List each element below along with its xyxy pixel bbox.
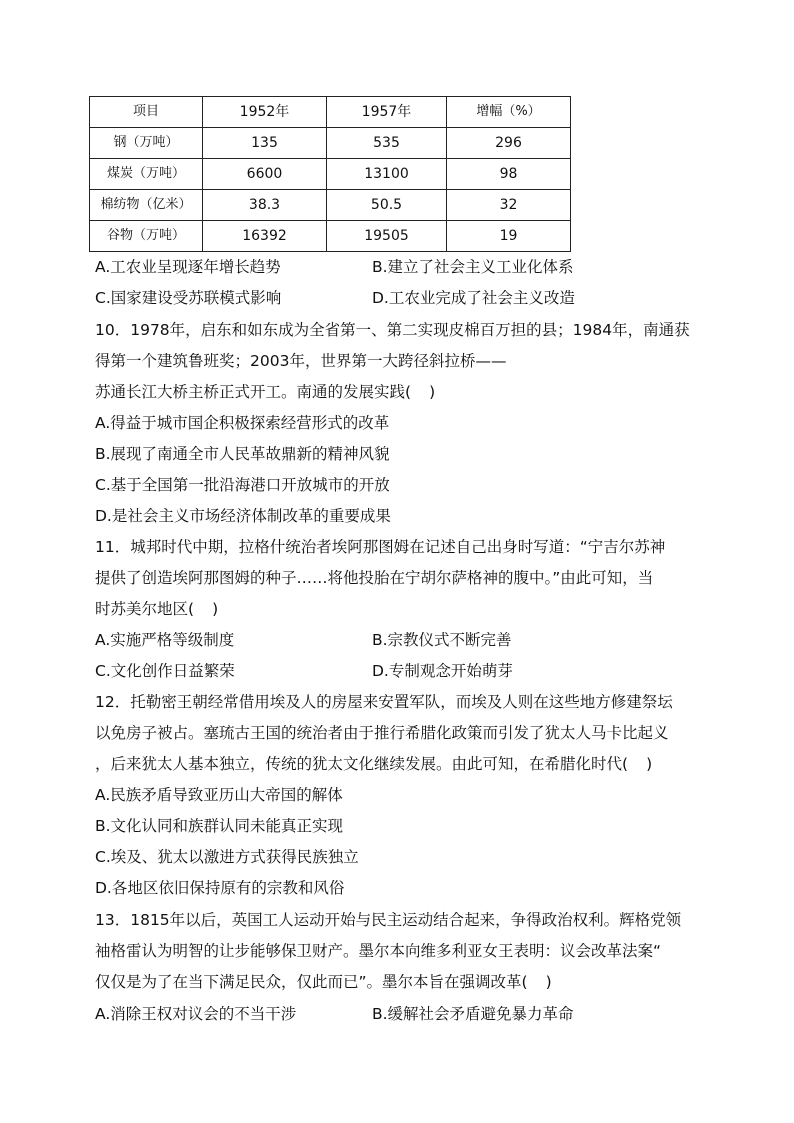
q11-stem-line: 提供了创造埃阿那图姆的种子……将他投胎在宁胡尔萨格神的腹中。”由此可知，当 (95, 569, 654, 587)
q10-option-d: D.是社会主义市场经济体制改革的重要成果 (95, 507, 391, 525)
q10-stem-line: 得第一个建筑鲁班奖；2003年，世界第一大跨径斜拉桥—— (95, 352, 507, 370)
table-cell: 6600 (203, 159, 327, 190)
q11-stem-line (95, 599, 218, 619)
table-cell: 50.5 (327, 190, 447, 221)
table-row (90, 190, 571, 221)
q11-option-d: D.专制观念开始萌芽 (372, 662, 513, 680)
q11-stem-line: 11．城邦时代中期，拉格什统治者埃阿那图姆在记述自己出身时写道：“宁吉尔苏神 (95, 538, 666, 556)
q13-option-a: A.消除王权对议会的不当干涉 (95, 1005, 297, 1023)
q11-option-c: C.文化创作日益繁荣 (95, 662, 235, 680)
table-cell: 16392 (203, 221, 327, 252)
table-header-cell: 项目 (90, 97, 203, 128)
table-row (90, 159, 571, 190)
q10-stem-line (95, 382, 435, 402)
q13-stem-line (95, 972, 552, 992)
q13-stem-text: 仅仅是为了在当下满足民众，仅此而已”。墨尔本旨在强调改革( (95, 973, 528, 991)
q9-option-b: B.建立了社会主义工业化体系 (372, 258, 574, 276)
q11-stem-close: ) (212, 600, 219, 618)
q13-stem-line: 袖格雷认为明智的让步能够保卫财产。墨尔本向维多利亚女王表明：议会改革法案“ (95, 942, 662, 960)
q9-option-a: A.工农业呈现逐年增长趋势 (95, 258, 281, 276)
q13-option-b: B.缓解社会矛盾避免暴力革命 (372, 1005, 574, 1023)
table-cell: 13100 (327, 159, 447, 190)
q13-stem-line: 13．1815年以后，英国工人运动开始与民主运动结合起来，争得政治权利。辉格党领 (95, 911, 682, 929)
table-cell: 煤炭（万吨） (90, 159, 203, 190)
q10-option-c: C.基于全国第一批沿海港口开放城市的开放 (95, 476, 390, 494)
table-cell: 19 (447, 221, 571, 252)
table-cell: 535 (327, 128, 447, 159)
q10-stem-text: 苏通长江大桥主桥正式开工。南通的发展实践( (95, 383, 412, 401)
q10-option-b: B.展现了南通全市人民革故鼎新的精神风貌 (95, 445, 390, 463)
table-cell: 38.3 (203, 190, 327, 221)
table-cell: 98 (447, 159, 571, 190)
table-cell: 谷物（万吨） (90, 221, 203, 252)
table-header-cell: 增幅（%） (447, 97, 571, 128)
table-header-cell: 1952年 (203, 97, 327, 128)
q12-stem-line: 12．托勒密王朝经常借用埃及人的房屋来安置军队，而埃及人则在这些地方修建祭坛 (95, 693, 673, 711)
q12-stem-line (95, 754, 652, 774)
table-row (90, 128, 571, 159)
q12-option-b: B.文化认同和族群认同未能真正实现 (95, 817, 344, 835)
q12-stem-line: 以免房子被占。塞琉古王国的统治者由于推行希腊化政策而引发了犹太人马卡比起义 (95, 724, 669, 742)
table-header-row (90, 97, 571, 128)
q12-stem-close: ) (646, 755, 653, 773)
table-cell: 19505 (327, 221, 447, 252)
q10-option-a: A.得益于城市国企积极探索经营形式的改革 (95, 414, 390, 432)
table-header-cell: 1957年 (327, 97, 447, 128)
q10-stem-line: 10．1978年，启东和如东成为全省第一、第二实现皮棉百万担的县；1984年，南通获 (95, 321, 690, 339)
table-row (90, 221, 571, 252)
q11-option-b: B.宗教仪式不断完善 (372, 631, 512, 649)
q11-option-a: A.实施严格等级制度 (95, 631, 235, 649)
q13-stem-close: ) (545, 973, 552, 991)
q12-stem-text: ，后来犹太人基本独立，传统的犹太文化继续发展。由此可知，在希腊化时代( (95, 755, 629, 773)
q12-option-c: C.埃及、犹太以激进方式获得民族独立 (95, 848, 359, 866)
q12-option-a: A.民族矛盾导致亚历山大帝国的解体 (95, 786, 343, 804)
table-cell: 钢（万吨） (90, 128, 203, 159)
data-table-container (89, 96, 571, 252)
q9-option-d: D.工农业完成了社会主义改造 (372, 289, 575, 307)
q10-stem-close: ) (429, 383, 436, 401)
table-cell: 32 (447, 190, 571, 221)
table-cell: 棉纺物（亿米） (90, 190, 203, 221)
q9-option-c: C.国家建设受苏联模式影响 (95, 289, 282, 307)
production-table (89, 96, 571, 252)
q12-option-d: D.各地区依旧保持原有的宗教和风俗 (95, 879, 345, 897)
q11-stem-text: 时苏美尔地区( (95, 600, 195, 618)
table-cell: 135 (203, 128, 327, 159)
table-cell: 296 (447, 128, 571, 159)
